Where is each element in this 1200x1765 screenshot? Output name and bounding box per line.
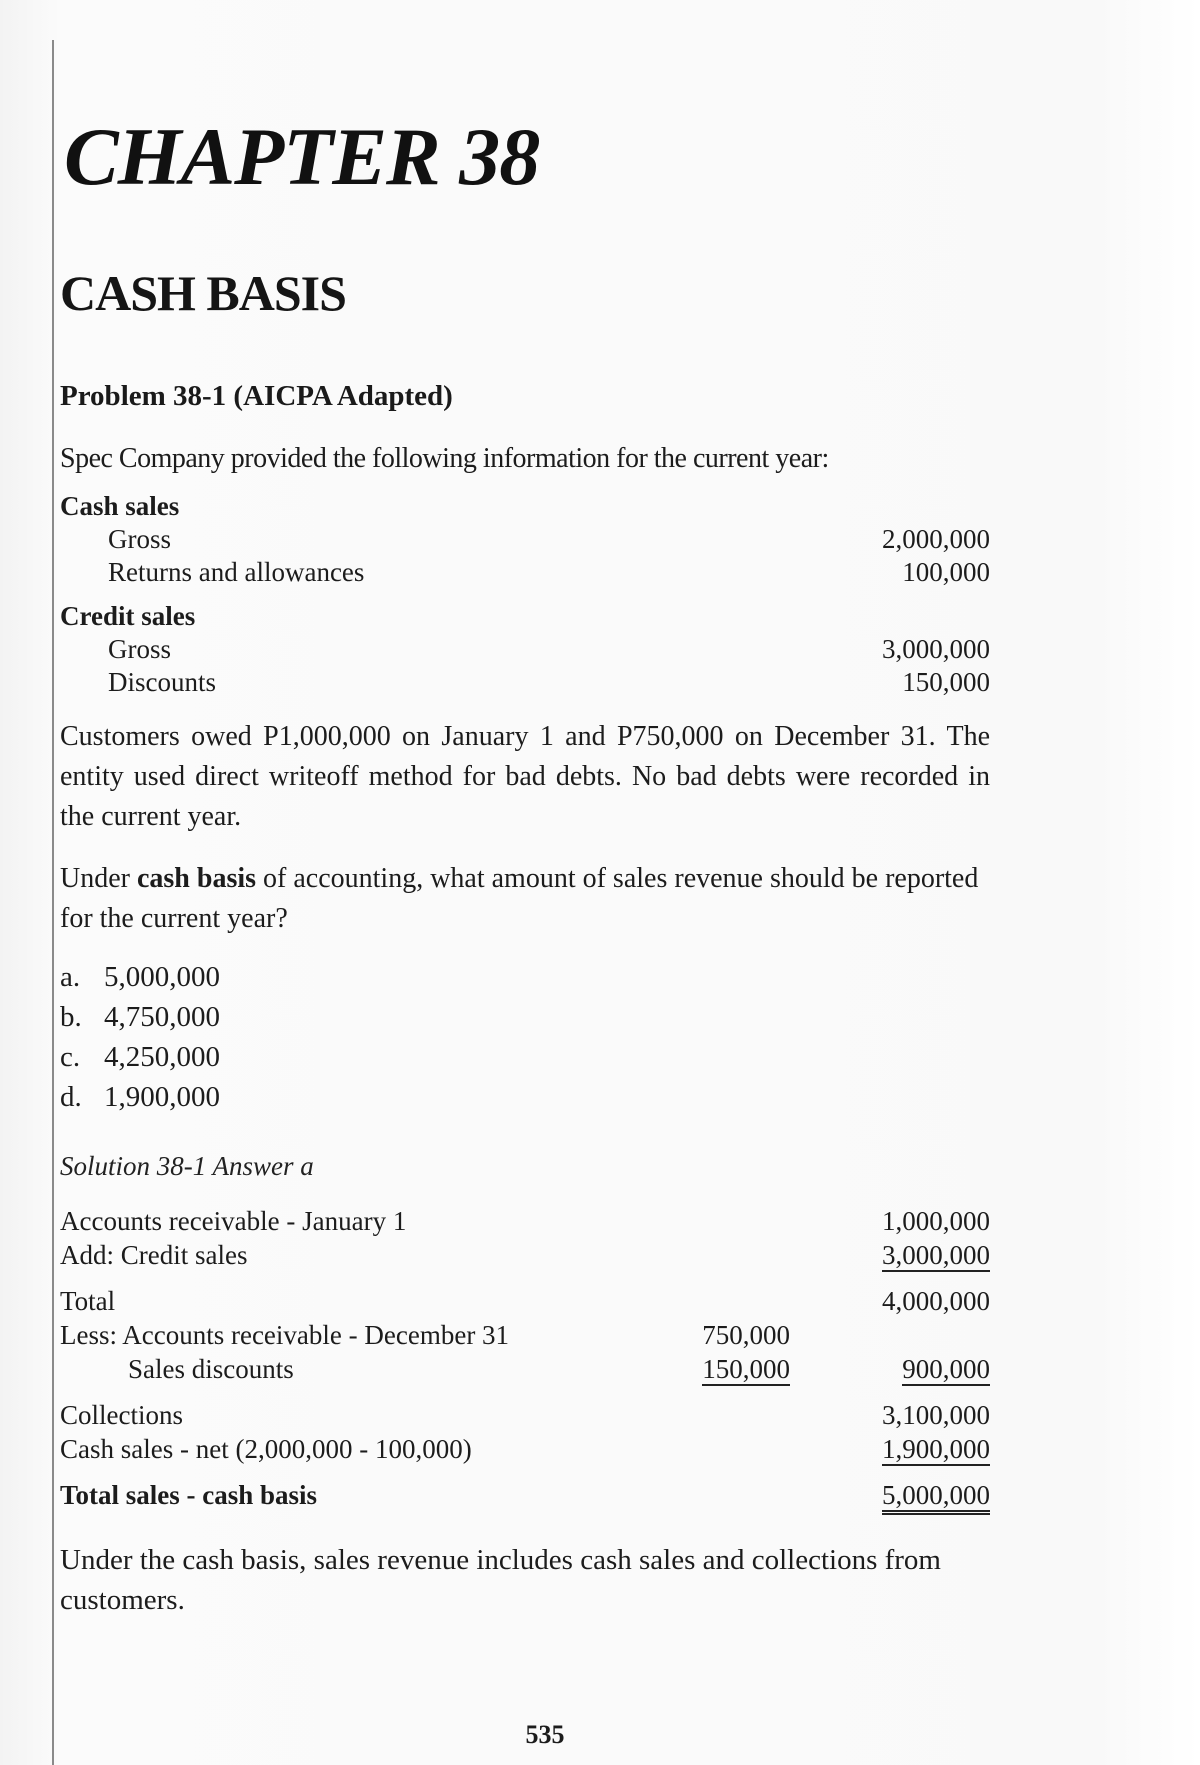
row-label: Total: [60, 1286, 116, 1316]
row-amount-col1: [670, 1204, 790, 1238]
table-row: [60, 1478, 990, 1512]
credit-sales-label: Credit sales: [60, 601, 196, 631]
table-row: [60, 1432, 990, 1466]
row-amount-col2: 1,000,000: [882, 1206, 990, 1236]
row-amount-col2: 900,000: [902, 1354, 990, 1384]
table-row: [60, 1204, 990, 1238]
row-label: Add: Credit sales: [60, 1240, 248, 1270]
row-label: Sales discounts: [128, 1354, 294, 1384]
row-amount-col2: 3,100,000: [882, 1400, 990, 1430]
row-amount-col1: [670, 1284, 790, 1318]
row-amount: 100,000: [902, 557, 990, 587]
question-post: of accounting, what amount of sales revenue should be reported for the current year?: [60, 863, 979, 934]
row-amount: 3,000,000: [882, 634, 990, 664]
row-amount-col2: 5,000,000: [882, 1480, 990, 1515]
problem-intro: Spec Company provided the following information for the current year:: [60, 443, 829, 474]
choice-value: 4,250,000: [104, 1041, 220, 1073]
chapter-title: CHAPTER 38: [64, 111, 540, 202]
choice-item: [60, 957, 990, 997]
row-label: Cash sales - net (2,000,000 - 100,000): [60, 1434, 472, 1464]
row-label: Collections: [60, 1400, 183, 1430]
cash-sales-label: Cash sales: [60, 491, 180, 521]
page-number: 535: [525, 1720, 565, 1749]
row-label: Accounts receivable - January 1: [60, 1206, 407, 1236]
table-row: [60, 1238, 990, 1272]
section-title: CASH BASIS: [60, 265, 346, 321]
table-row: [60, 523, 990, 556]
row-label: Returns and allowances: [108, 557, 365, 587]
page-content: [60, 100, 990, 1649]
row-label: Less: Accounts receivable - December 31: [60, 1320, 510, 1350]
problem-title: Problem 38-1 (AICPA Adapted): [60, 380, 453, 412]
row-amount-col1: 150,000: [702, 1354, 790, 1384]
table-row: [60, 666, 990, 699]
answer-choices: [60, 957, 990, 1117]
row-amount-col1: [670, 1398, 790, 1432]
row-amount-col2: 4,000,000: [882, 1286, 990, 1316]
row-amount-col2: [790, 1318, 990, 1352]
row-amount-col1: [670, 1238, 790, 1272]
row-amount: 2,000,000: [882, 524, 990, 554]
cash-sales-group: [60, 489, 990, 589]
row-amount: 150,000: [902, 667, 990, 697]
choice-value: 4,750,000: [104, 1001, 220, 1033]
table-row: [60, 633, 990, 666]
choice-item: [60, 997, 990, 1037]
row-label: Total sales - cash basis: [60, 1480, 318, 1510]
choice-letter: b.: [60, 1001, 82, 1033]
solution-table: [60, 1204, 990, 1512]
choice-value: 5,000,000: [104, 961, 220, 993]
table-row: [60, 1318, 990, 1352]
choice-item: [60, 1077, 990, 1117]
problem-question: [60, 859, 990, 939]
row-amount-col2: 1,900,000: [882, 1434, 990, 1464]
choice-letter: d.: [60, 1081, 82, 1113]
row-amount-col1: [670, 1432, 790, 1466]
table-row: [60, 1398, 990, 1432]
choice-item: [60, 1037, 990, 1077]
choice-value: 1,900,000: [104, 1081, 220, 1113]
row-amount-col1: 750,000: [702, 1320, 790, 1350]
question-bold: cash basis: [136, 863, 257, 894]
choice-letter: a.: [60, 961, 81, 993]
table-row: [60, 1284, 990, 1318]
table-row: [60, 1352, 990, 1386]
row-amount-col1: [670, 1478, 790, 1512]
book-spine-edge: [52, 40, 54, 1765]
problem-paragraph: Customers owed P1,000,000 on January 1 and P750,000 on December 31. The entity used direct writeoff method for bad debts. No bad debts were recorded in the current year.: [60, 721, 990, 832]
credit-sales-group: [60, 599, 990, 699]
table-row: [60, 556, 990, 589]
question-pre: Under: [60, 863, 137, 894]
row-amount-col2: 3,000,000: [882, 1240, 990, 1270]
row-label: Gross: [108, 634, 172, 664]
solution-title: Solution 38-1 Answer a: [60, 1151, 314, 1181]
row-label: Discounts: [108, 667, 216, 697]
solution-closing: Under the cash basis, sales revenue includes cash sales and collections from customers.: [60, 1544, 941, 1616]
row-label: Gross: [108, 524, 172, 554]
choice-letter: c.: [60, 1041, 81, 1073]
